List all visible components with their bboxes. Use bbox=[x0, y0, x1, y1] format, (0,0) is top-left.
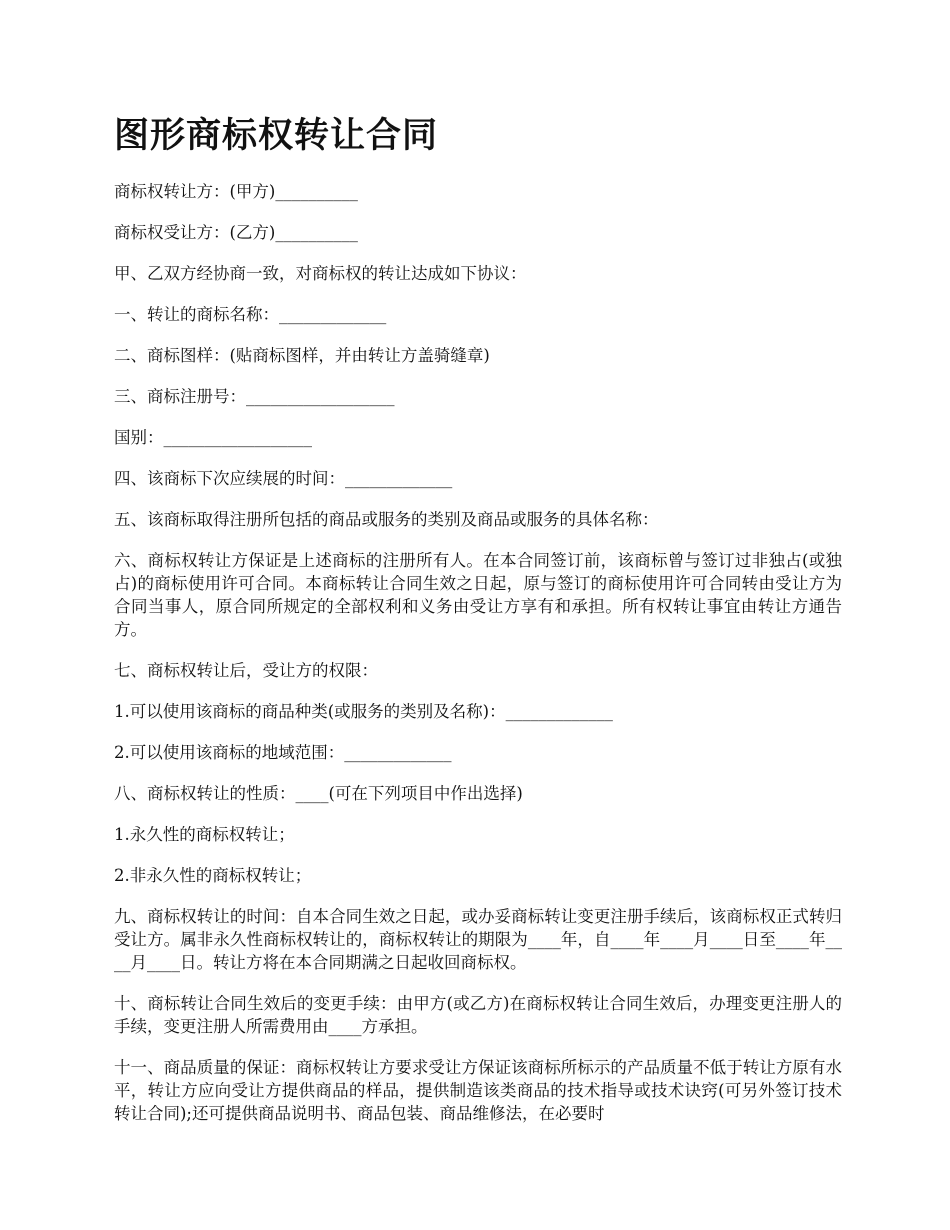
transferee-line: 商标权受让方：(乙方)__________ bbox=[114, 223, 358, 242]
nature-option-permanent: 1.永久性的商标权转让； bbox=[114, 825, 295, 844]
clause-renewal-time: 四、该商标下次应续展的时间：_____________ bbox=[114, 469, 453, 488]
clause-trademark-design: 二、商标图样：(贴商标图样，并由转让方盖骑缝章) bbox=[114, 346, 490, 365]
clause-country: 国别：__________________ bbox=[114, 428, 312, 447]
clause-transfer-time: 九、商标权转让的时间：自本合同生效之日起，或办妥商标转让变更注册手续后，该商标权正式转归受让方。属非永久性商标权转让的，商标权转让的期限为____年，自____年____月____日至____年____月____日。转让方将在本合同期满之日起收回商标权。 bbox=[114, 907, 842, 972]
clause-transferee-rights: 七、商标权转让后，受让方的权限： bbox=[114, 661, 378, 680]
clause-registration-number: 三、商标注册号：__________________ bbox=[114, 387, 395, 406]
contract-document bbox=[114, 112, 842, 1143]
clause-quality-guarantee: 十一、商品质量的保证：商标权转让方要求受让方保证该商标所标示的产品质量不低于转让方原有水平，转让方应向受让方提供商品的样品，提供制造该类商品的技术指导或技术诀窍(可另外签订技术转让合同);还可提供商品说明书、商品包装、商品维修法，在必要时 bbox=[114, 1058, 842, 1123]
agreement-intro: 甲、乙双方经协商一致，对商标权的转让达成如下协议： bbox=[114, 264, 527, 283]
clause-ownership-guarantee: 六、商标权转让方保证是上述商标的注册所有人。在本合同签订前，该商标曾与签订过非独占(或独占)的商标使用许可合同。本商标转让合同生效之日起，原与签订的商标使用许可合同转由受让方为合同当事人，原合同所规定的全部权利和义务由受让方享有和承担。所有权转让事宜由转让方通告方。 bbox=[114, 551, 842, 639]
nature-option-non-permanent: 2.非永久性的商标权转让； bbox=[114, 866, 312, 885]
clause-transfer-nature: 八、商标权转让的性质：____(可在下列项目中作出选择) bbox=[114, 784, 523, 803]
transferor-line: 商标权转让方：(甲方)__________ bbox=[114, 182, 358, 201]
rights-item-goods: 1.可以使用该商标的商品种类(或服务的类别及名称)：_____________ bbox=[114, 702, 613, 721]
clause-change-procedure: 十、商标转让合同生效后的变更手续：由甲方(或乙方)在商标权转让合同生效后，办理变更注册人的手续，变更注册人所需费用由____方承担。 bbox=[114, 994, 842, 1036]
rights-item-territory: 2.可以使用该商标的地域范围：_____________ bbox=[114, 743, 452, 762]
clause-goods-services: 五、该商标取得注册所包括的商品或服务的类别及商品或服务的具体名称： bbox=[114, 510, 659, 529]
document-title: 图形商标权转让合同 bbox=[114, 116, 439, 156]
clause-trademark-name: 一、转让的商标名称：_____________ bbox=[114, 305, 387, 324]
